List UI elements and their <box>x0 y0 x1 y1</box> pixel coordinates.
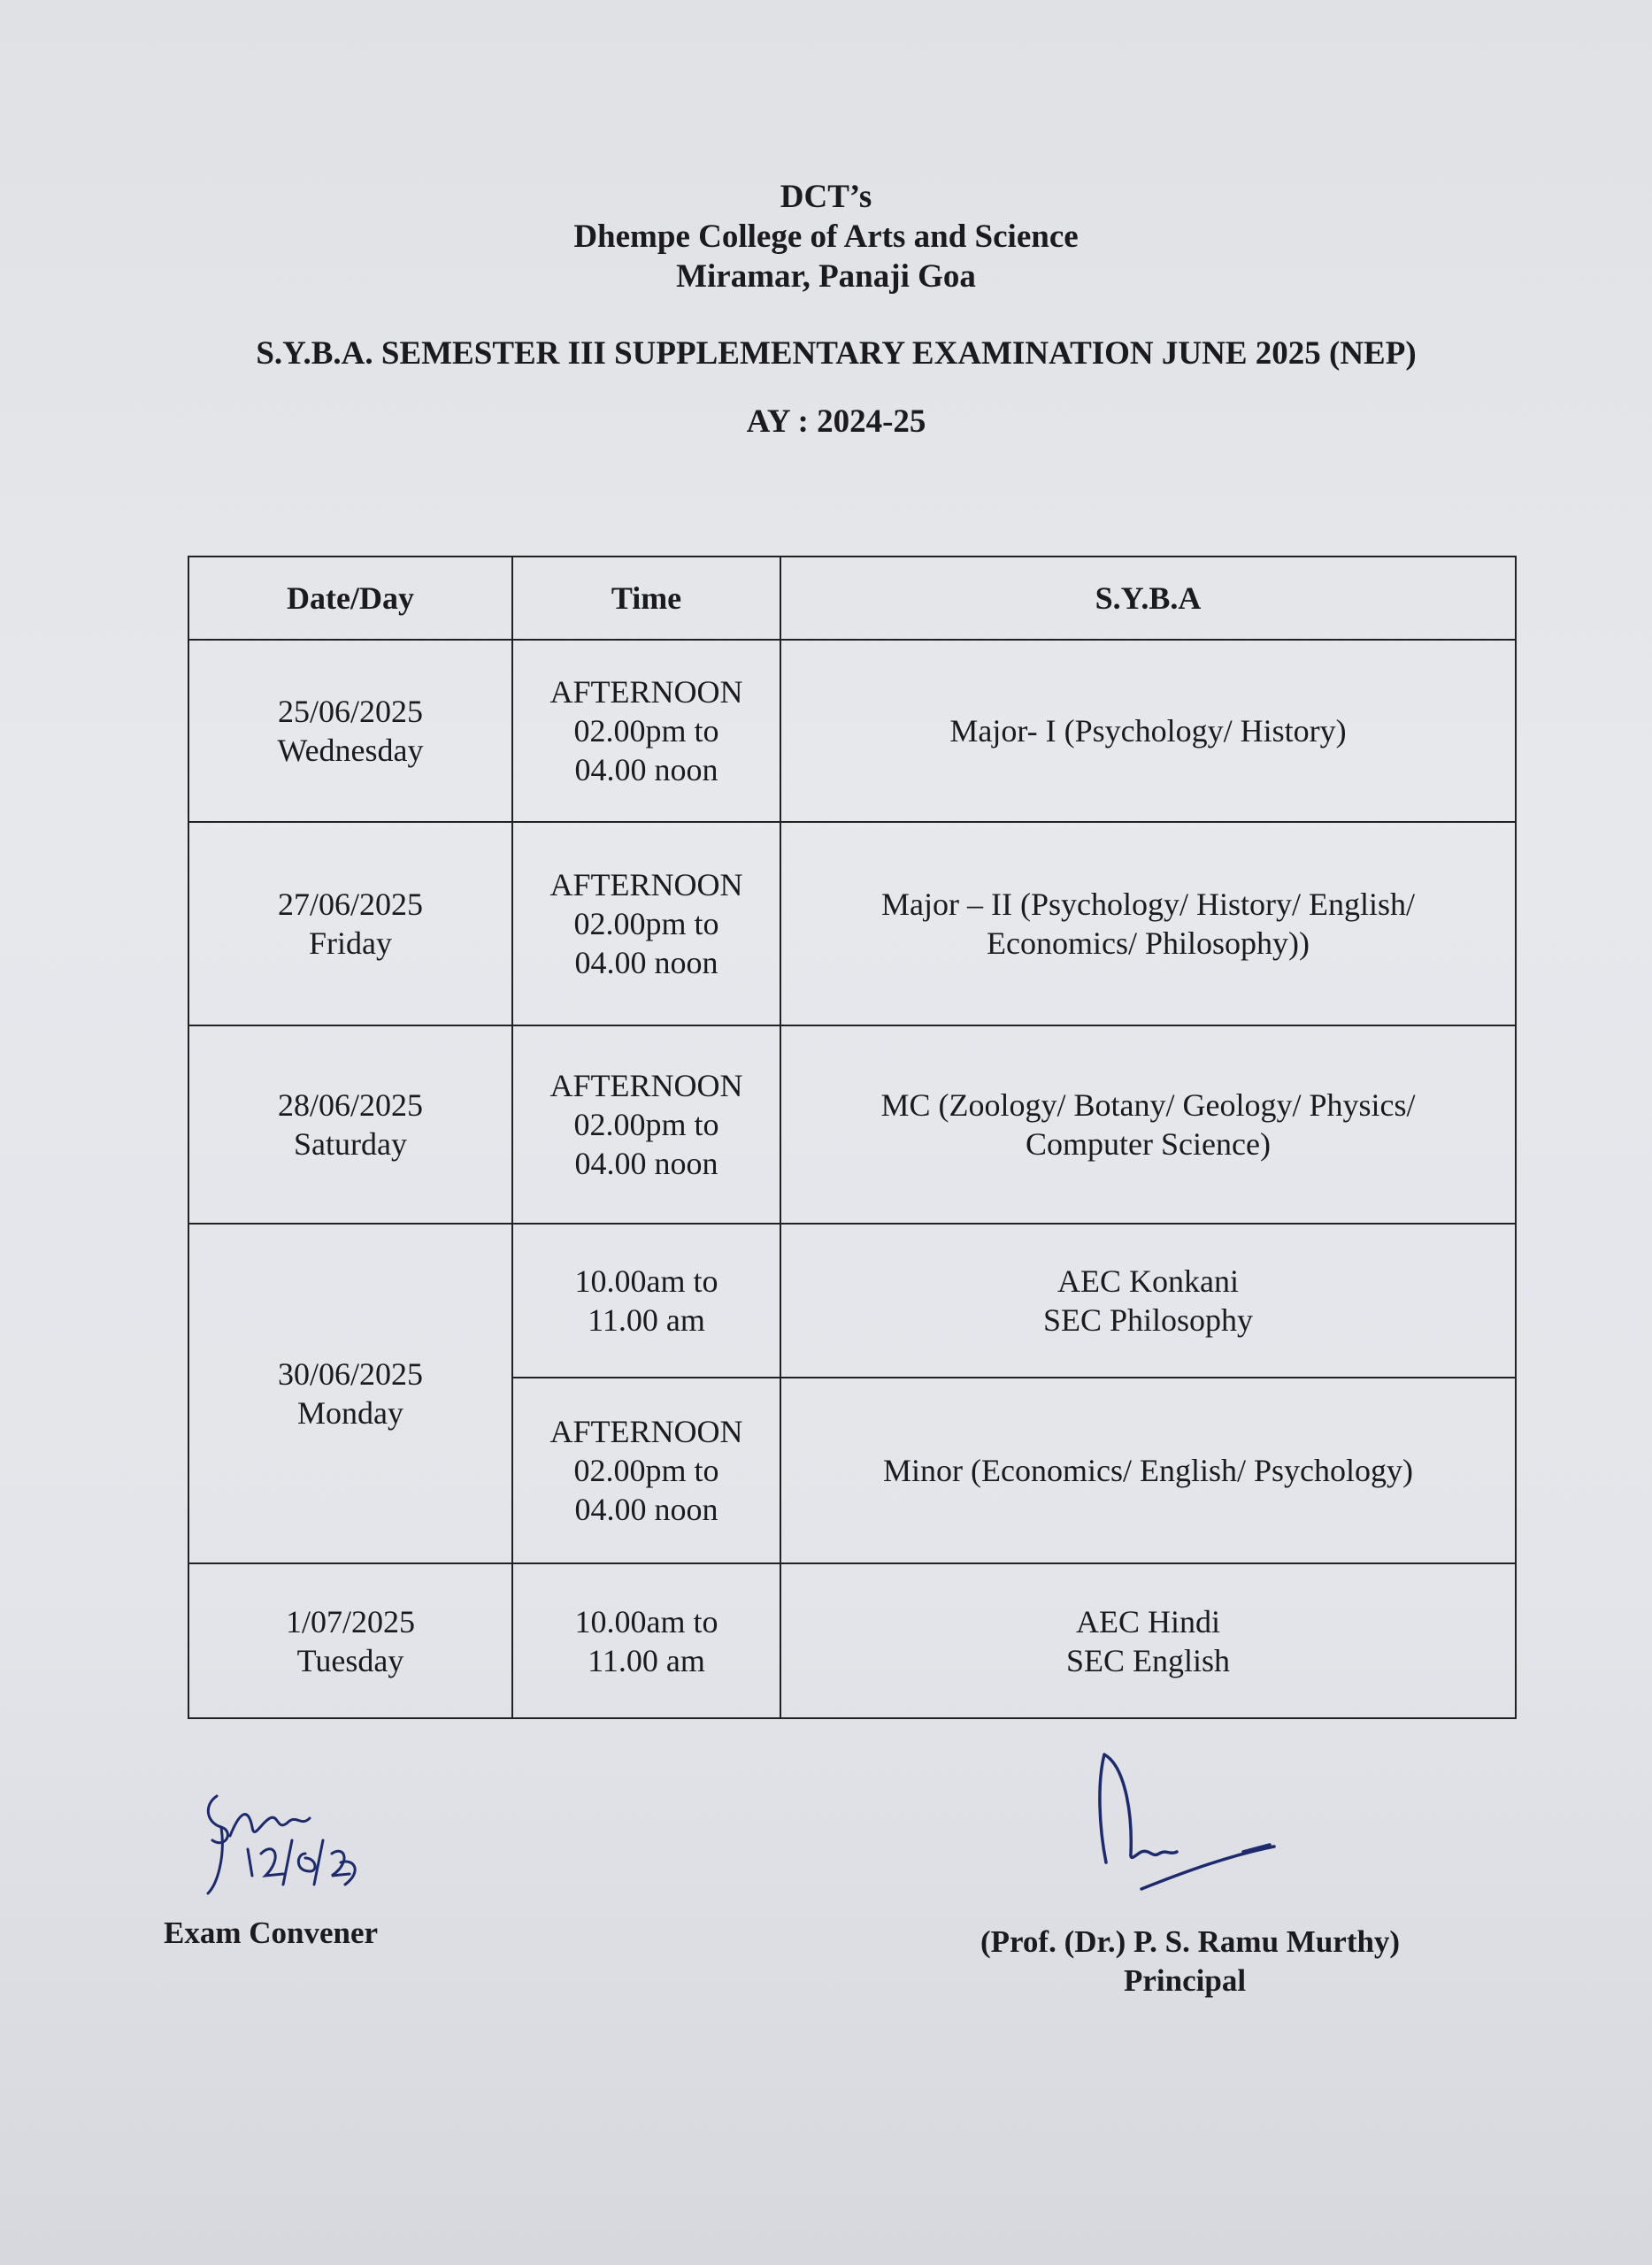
paper-name: Minor (Economics/ English/ Psychology) <box>883 1453 1413 1488</box>
table-row <box>188 1563 1516 1718</box>
convener-signature-date: 12/5/25 <box>376 1840 380 1841</box>
table-row <box>188 822 1516 1025</box>
exam-date: 25/06/2025 <box>277 694 423 729</box>
time-cell <box>512 1563 780 1718</box>
time-start: 02.00pm to <box>573 713 719 749</box>
date-cell <box>188 640 512 822</box>
session-label: AFTERNOON <box>549 1068 743 1103</box>
college-address: Miramar, Panaji Goa <box>676 258 976 295</box>
paper-cell <box>780 1563 1516 1718</box>
time-start: 02.00pm to <box>573 1107 719 1142</box>
paper-name: SEC Philosophy <box>1042 1302 1254 1338</box>
paper-name: SEC English <box>1065 1642 1231 1678</box>
column-header-date: Date/Day <box>188 557 512 640</box>
exam-title: S.Y.B.A. SEMESTER III SUPPLEMENTARY EXAMINATION JUNE 2025 (NEP) <box>256 335 1417 372</box>
column-header-class: S.Y.B.A <box>780 557 1516 640</box>
exam-date: 1/07/2025 <box>285 1603 415 1639</box>
table-row <box>188 1224 1516 1378</box>
time-end: 04.00 noon <box>574 1146 718 1181</box>
exam-date: 30/06/2025 <box>277 1356 423 1392</box>
date-cell <box>188 1563 512 1718</box>
principal-signature <box>1088 1747 1318 1907</box>
college-name: Dhempe College of Arts and Science <box>573 219 1079 255</box>
session-label: AFTERNOON <box>549 867 743 902</box>
time-end: 11.00 am <box>588 1642 705 1678</box>
table-header-row <box>188 557 1516 640</box>
column-header-time: Time <box>512 557 780 640</box>
time-end: 04.00 noon <box>574 1492 718 1527</box>
paper-cell <box>780 822 1516 1025</box>
exam-day: Saturday <box>294 1126 407 1162</box>
paper-cell <box>780 1025 1516 1224</box>
paper-name: AEC Konkani <box>1057 1263 1239 1299</box>
exam-day: Tuesday <box>296 1642 404 1678</box>
time-cell <box>512 1378 780 1563</box>
paper-cell <box>780 1378 1516 1563</box>
time-start: 10.00am to <box>574 1263 718 1299</box>
table-row <box>188 640 1516 822</box>
paper-name: Economics/ Philosophy)) <box>987 925 1310 961</box>
exam-date: 27/06/2025 <box>277 887 423 922</box>
principal-name: (Prof. (Dr.) P. S. Ramu Murthy) <box>980 1924 1401 1959</box>
session-label: AFTERNOON <box>549 674 743 710</box>
time-start: 02.00pm to <box>573 1453 719 1488</box>
time-start: 02.00pm to <box>573 906 719 941</box>
exam-schedule-table <box>188 556 1517 1719</box>
principal-role: Principal <box>1124 1963 1247 1998</box>
paper-cell <box>780 1224 1516 1378</box>
paper-name: AEC Hindi <box>1075 1603 1220 1639</box>
date-cell <box>188 822 512 1025</box>
convener-label: Exam Convener <box>164 1916 379 1950</box>
academic-year: AY : 2024-25 <box>746 403 926 440</box>
date-cell <box>188 1224 512 1563</box>
time-end: 04.00 noon <box>574 752 718 787</box>
paper-name: Computer Science) <box>1026 1126 1271 1162</box>
paper-name: MC (Zoology/ Botany/ Geology/ Physics/ <box>880 1087 1416 1123</box>
date-cell <box>188 1025 512 1224</box>
exam-day: Friday <box>309 925 392 961</box>
exam-day: Monday <box>297 1395 403 1431</box>
college-header <box>0 177 1652 296</box>
table-row <box>188 1025 1516 1224</box>
time-cell <box>512 1025 780 1224</box>
time-cell <box>512 640 780 822</box>
time-end: 04.00 noon <box>574 945 718 980</box>
time-end: 11.00 am <box>588 1302 705 1338</box>
exam-day: Wednesday <box>277 733 424 768</box>
time-cell <box>512 1224 780 1378</box>
time-start: 10.00am to <box>574 1603 718 1639</box>
session-label: AFTERNOON <box>549 1414 743 1449</box>
time-cell <box>512 822 780 1025</box>
convener-signature <box>199 1787 429 1911</box>
trust-name: DCT’s <box>780 179 872 215</box>
paper-name: Major – II (Psychology/ History/ English/ <box>881 887 1415 922</box>
paper-name: Major- I (Psychology/ History) <box>949 713 1347 749</box>
paper-cell <box>780 640 1516 822</box>
exam-date: 28/06/2025 <box>277 1087 423 1123</box>
